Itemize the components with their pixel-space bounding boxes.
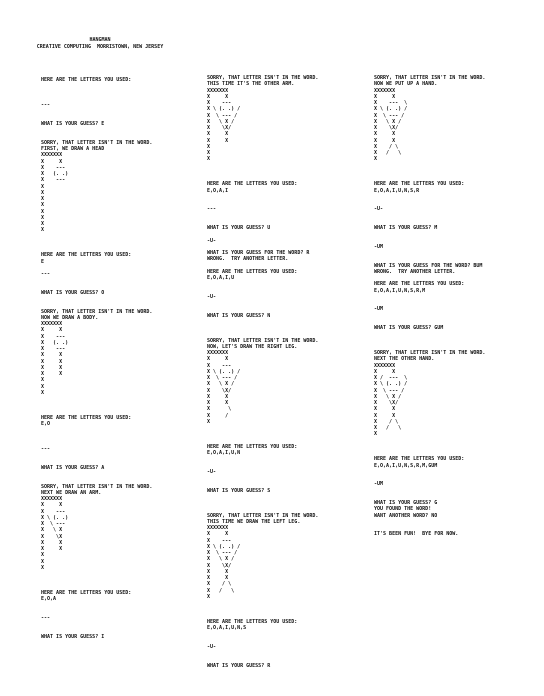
program-subtitle: CREATIVE COMPUTING MORRISTOWN, NEW JERSEY	[36, 44, 164, 50]
transcript-text-1: HERE ARE THE LETTERS YOU USED: --- WHAT IS YOUR GUESS? E SORRY, THAT LETTER ISN'T IN THE WORD. FIRST, WE DRAW A HEAD XXXXXXX X X X --- X (. .) X --- X X X X X X X X HERE ARE THE LETTERS YOU USED: E --- WHAT IS YOUR GUESS? O SORRY, THAT LETTER ISN'T IN THE WORD. NOW WE DRAW A BODY. XXXXXXX X X X --- X (. .) X --- X X X X X X X X X X X HERE ARE THE LETTERS YOU USED: E,O --- WHAT IS YOUR GUESS? A SORRY, THAT LETTER ISN'T IN THE WORD. NEXT WE DRAW AN ARM. XXXXXXX X X X --- X \ (. .) X \ --- X \ X X \X X X X X X X X HERE ARE THE LETTERS YOU USED: E,O,A --- WHAT IS YOUR GUESS? I	[41, 77, 153, 640]
transcript-text-2: SORRY, THAT LETTER ISN'T IN THE WORD. THIS TIME IT'S THE OTHER ARM. XXXXXXX X X X --- X \ (. .) / X \ --- / X \ X / X \X/ X X X X X X X HERE ARE THE LETTERS YOU USED: E,O,A,I --- WHAT IS YOUR GUESS? U -U- WHAT IS YOUR GUESS FOR THE WORD? R WRONG. TRY ANOTHER LETTER. HERE ARE THE LETTERS YOU USED: E,O,A,I,U -U- WHAT IS YOUR GUESS? N SORRY, THAT LETTER ISN'T IN THE WORD. NOW, LET'S DRAW THE RIGHT LEG. XXXXXXX X X X --- X \ (. .) / X \ --- / X \ X / X \X/ X X X X X \ X / X HERE ARE THE LETTERS YOU USED: E,O,A,I,U,N -U- WHAT IS YOUR GUESS? S SORRY, THAT LETTER ISN'T IN THE WORD. THIS TIME WE DRAW THE LEFT LEG. XXXXXXX X X X --- X \ (. .) / X \ --- / X \ X / X \X/ X X X X X / \ X / \ X HERE ARE THE LETTERS YOU USED: E,O,A,I,U,N,S -U- WHAT IS YOUR GUESS? R	[207, 75, 319, 669]
program-title: HANGMAN	[89, 37, 111, 43]
transcript-text-3: SORRY, THAT LETTER ISN'T IN THE WORD. NOW WE PUT UP A HAND. XXXXXXX X X X --- \ X \ (. .) / X \ --- / X \ X / X \X/ X X X X X / \ X / \ X HERE ARE THE LETTERS YOU USED: E,O,A,I,U,N,S,R -U- WHAT IS YOUR GUESS? M -UM WHAT IS YOUR GUESS FOR THE WORD? BUM WRONG. TRY ANOTHER LETTER. HERE ARE THE LETTERS YOU USED: E,O,A,I,U,N,S,R,M -UM WHAT IS YOUR GUESS? GUM SORRY, THAT LETTER ISN'T IN THE WORD. NEXT THE OTHER HAND. XXXXXXX X X X / --- \ X \ (. .) / X \ --- / X \ X / X \X/ X X X X X / \ X / \ X HERE ARE THE LETTERS YOU USED: E,O,A,I,U,N,S,R,M,GUM -UM WHAT IS YOUR GUESS? G YOU FOUND THE WORD! WANT ANOTHER WORD? NO IT'S BEEN FUN! BYE FOR NOW.	[374, 75, 486, 538]
transcript-column-2	[204, 75, 379, 669]
transcript-column-1	[38, 71, 213, 640]
transcript-column-3	[371, 75, 544, 538]
program-header	[0, 37, 200, 51]
